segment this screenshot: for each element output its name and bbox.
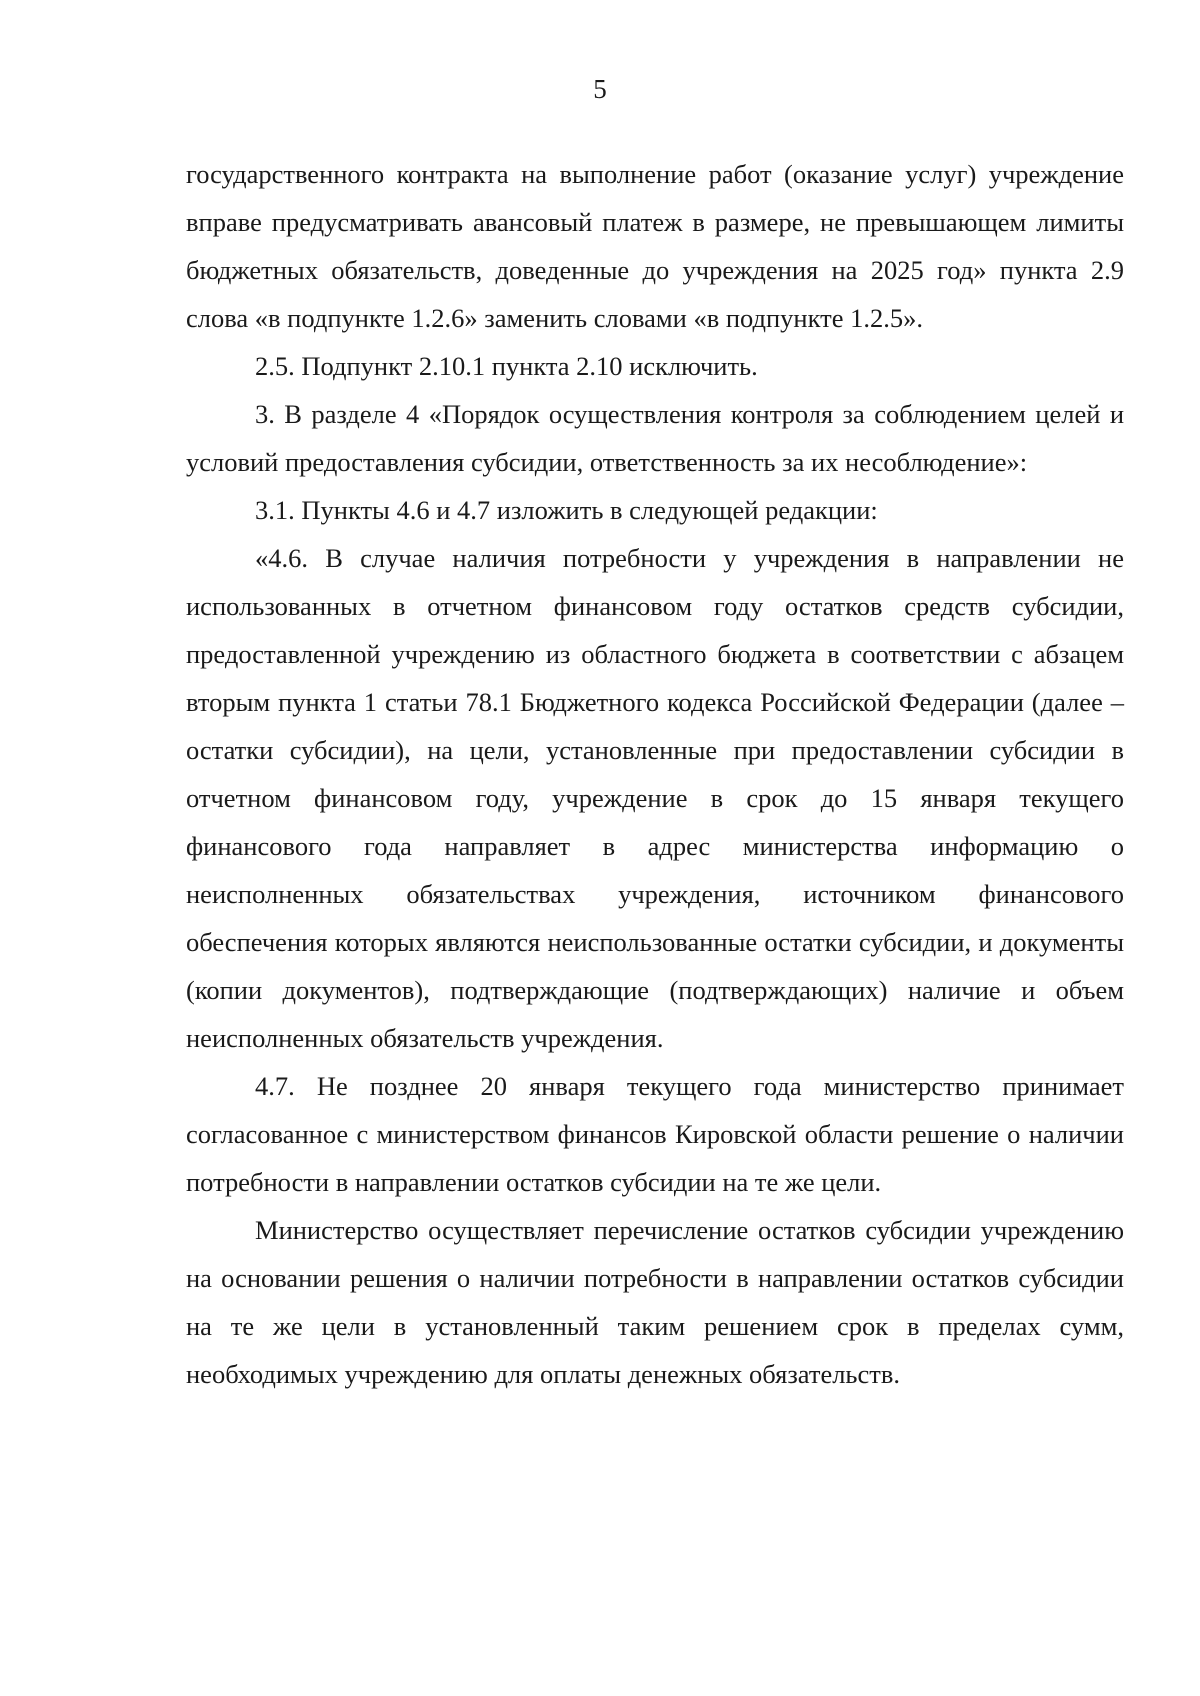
paragraph-3-1: 3.1. Пункты 4.6 и 4.7 изложить в следующей редакции: bbox=[255, 495, 878, 525]
page-number: 5 bbox=[593, 74, 607, 104]
paragraph-section-4: 3. В разделе 4 «Порядок осуществления контроля за соблюдением целей и условий предоставления субсидии, ответственность за их несоблюдение»: bbox=[186, 399, 1124, 477]
paragraph-continuation: государственного контракта на выполнение работ (оказание услуг) учреждение вправе предусматривать авансовый платеж в размере, не превышающем лимиты бюджетных обязательств, доведенные до учреждения на 2025 год» пункта 2.9 слова «в подпункте 1.2.6» заменить словами «в подпункте 1.2.5». bbox=[186, 159, 1124, 333]
document-body bbox=[186, 150, 1124, 1398]
paragraph-4-7: 4.7. Не позднее 20 января текущего года министерство принимает согласованное с министерством финансов Кировской области решение о наличии потребности в направлении остатков субсидии на те же цели. bbox=[186, 1071, 1124, 1197]
paragraph-2-5: 2.5. Подпункт 2.10.1 пункта 2.10 исключить. bbox=[255, 351, 758, 381]
paragraph-transfer: Министерство осуществляет перечисление остатков субсидии учреждению на основании решения о наличии потребности в направлении остатков субсидии на те же цели в установленный таким решением срок в пределах сумм, необходимых учреждению для оплаты денежных обязательств. bbox=[186, 1215, 1124, 1389]
paragraph-4-6: «4.6. В случае наличия потребности у учреждения в направлении не использованных в отчетном финансовом году остатков средств субсидии, предоставленной учреждению из областного бюджета в соответствии с абзацем вторым пункта 1 статьи 78.1 Бюджетного кодекса Российской Федерации (далее – остатки субсидии), на цели, установленные при предоставлении субсидии в отчетном финансовом году, учреждение в срок до 15 января текущего финансового года направляет в адрес министерства информацию о неисполненных обязательствах учреждения, источником финансового обеспечения которых являются неиспользованные остатки субсидии, и документы (копии документов), подтверждающие (подтверждающих) наличие и объем неисполненных обязательств учреждения. bbox=[186, 543, 1124, 1053]
